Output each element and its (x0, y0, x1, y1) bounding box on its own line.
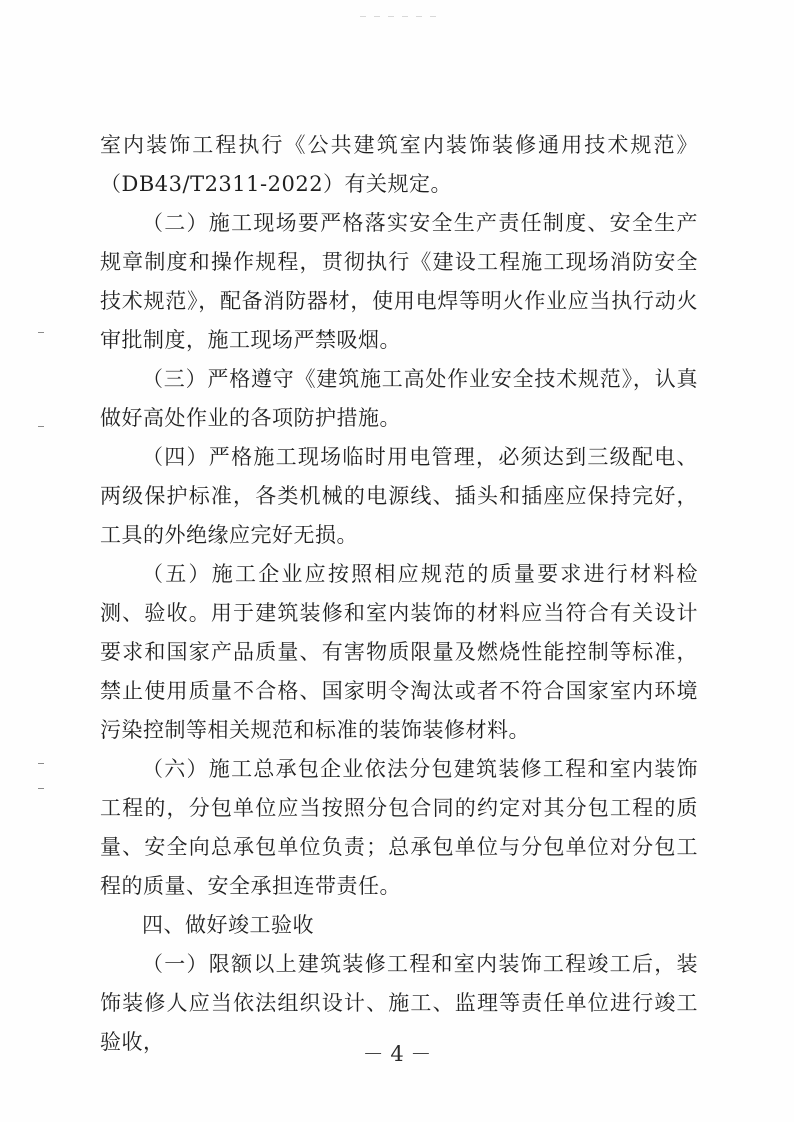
scan-edge-mark (38, 763, 44, 764)
paragraph-item-5: （五）施工企业应按照相应规范的质量要求进行材料检测、验收。用于建筑装修和室内装饰的材料应当符合有关设计要求和国家产品质量、有害物质限量及燃烧性能控制等标准，禁止使用质量不合格、国家明令淘汰或者不符合国家室内环境污染控制等相关规范和标准的装饰装修材料。 (100, 562, 698, 742)
scan-edge-mark (38, 788, 44, 789)
paragraph-item-2: （二）施工现场要严格落实安全生产责任制度、安全生产规章制度和操作规程，贯彻执行《建设工程施工现场消防安全技术规范》，配备消防器材，使用电焊等明火作业应当执行动火审批制度，施工现场严禁吸烟。 (100, 211, 698, 352)
header-scan-artifact (360, 16, 440, 17)
scan-edge-mark (38, 332, 44, 333)
paragraph-item-6: （六）施工总承包企业依法分包建筑装修工程和室内装饰工程的，分包单位应当按照分包合同的约定对其分包工程的质量、安全向总承包单位负责；总承包单位与分包单位对分包工程的质量、安全承担连带责任。 (100, 757, 698, 898)
paragraph-section-4-item-1: （一）限额以上建筑装修工程和室内装饰工程竣工后，装饰装修人应当依法组织设计、施工、监理等责任单位进行竣工验收， (100, 952, 698, 1054)
section-heading: 四、做好竣工验收 (142, 913, 314, 937)
scan-edge-mark (38, 426, 44, 427)
paragraph-item-4: （四）严格施工现场临时用电管理，必须达到三级配电、两级保护标准，各类机械的电源线、插头和插座应保持完好，工具的外绝缘应完好无损。 (100, 445, 698, 547)
paragraph-continuation: 室内装饰工程执行《公共建筑室内装饰装修通用技术规范》（DB43/T2311-2022）有关规定。 (100, 133, 698, 196)
page-number: － 4 － (362, 1042, 432, 1066)
body-text (100, 126, 698, 1062)
paragraph-item-3: （三）严格遵守《建筑施工高处作业安全技术规范》，认真做好高处作业的各项防护措施。 (100, 367, 698, 430)
